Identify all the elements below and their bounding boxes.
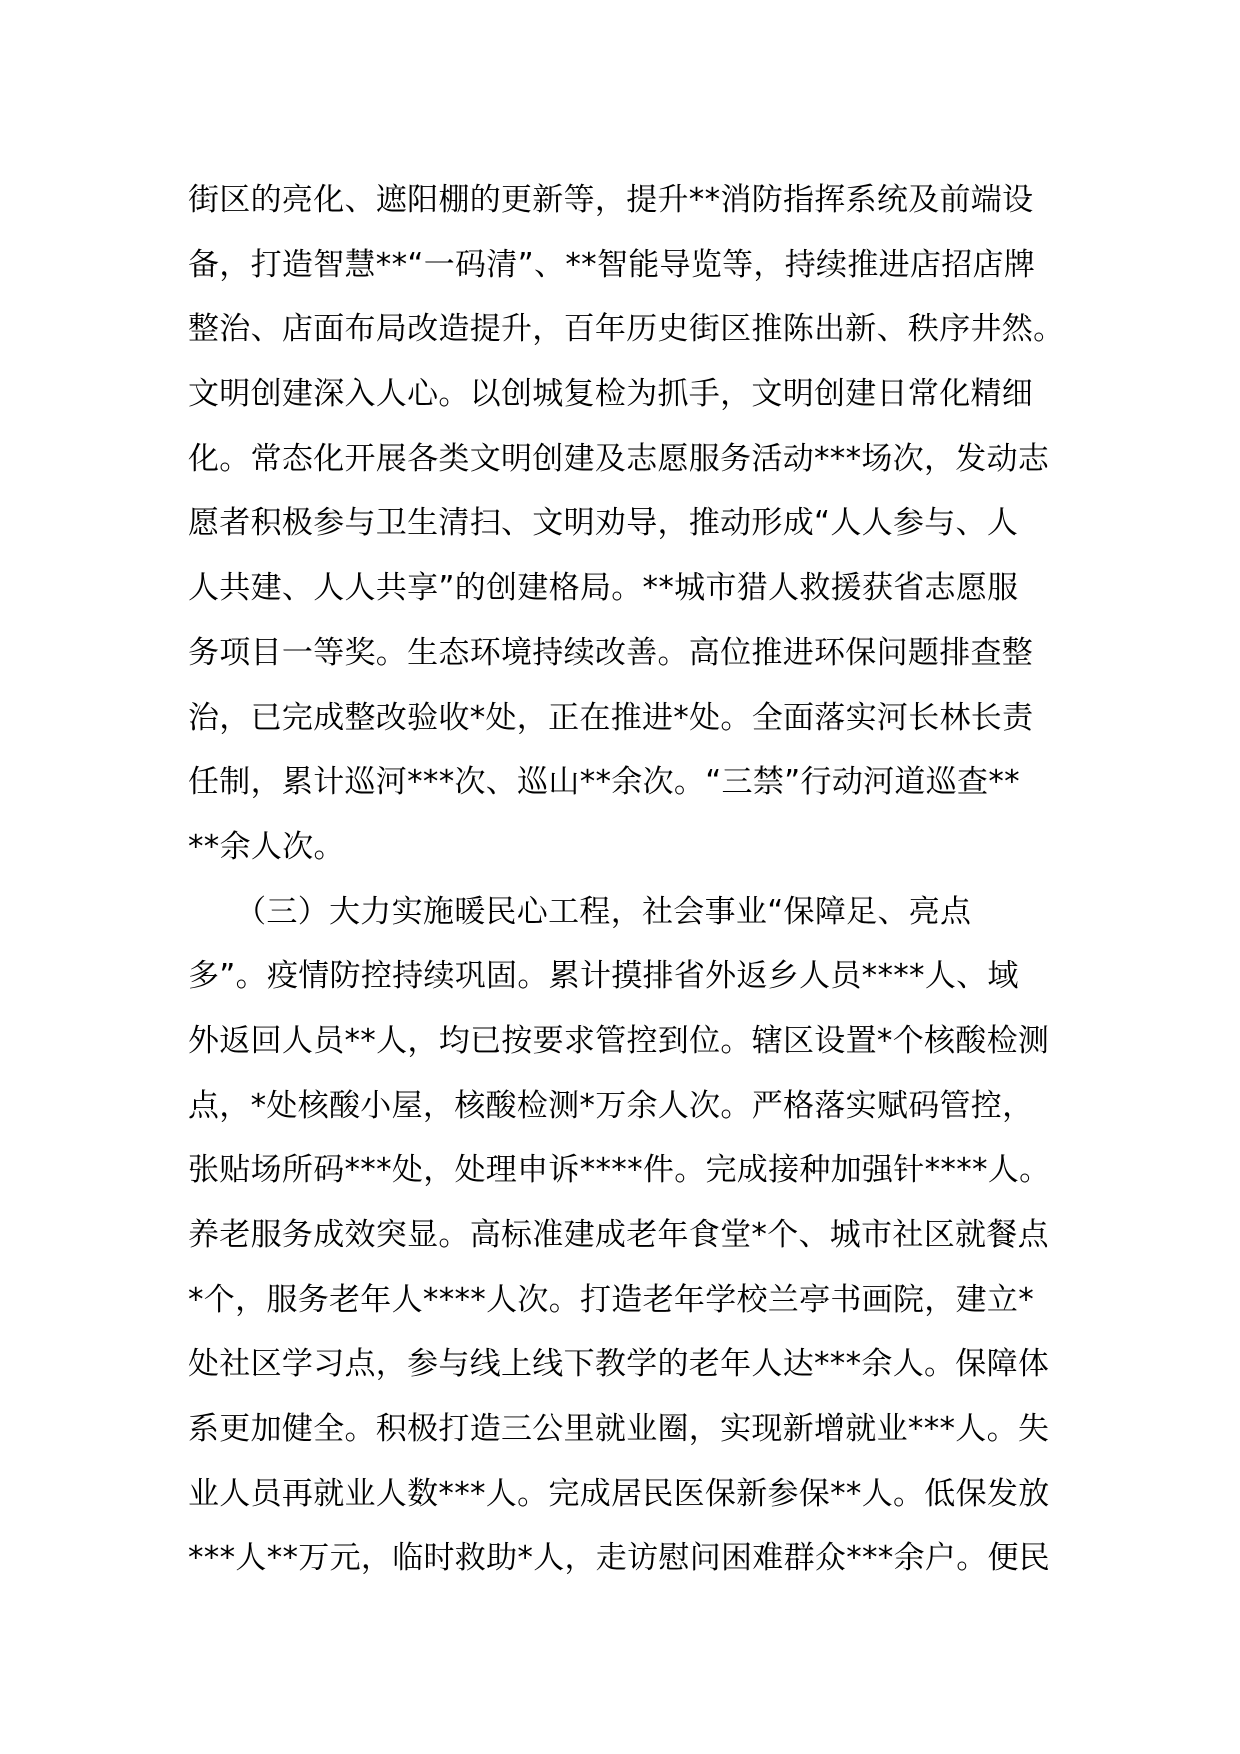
text-line: 任制，累计巡河***次、巡山**余次。“三禁”行动河道巡查** [188, 764, 1020, 801]
text-line: 务项目一等奖。生态环境持续改善。高位推进环保问题排查整 [188, 634, 1034, 671]
text-line: 处社区学习点，参与线上线下教学的老年人达***余人。保障体 [188, 1346, 1050, 1383]
text-line: 多”。疫情防控持续巩固。累计摸排省外返乡人员****人、域 [188, 958, 1019, 995]
text-line: **余人次。 [188, 828, 345, 865]
text-line: 养老服务成效突显。高标准建成老年食堂*个、城市社区就餐点 [188, 1217, 1049, 1253]
text-line: 化。常态化开展各类文明创建及志愿服务活动***场次，发动志 [188, 440, 1050, 477]
text-line: 业人员再就业人数***人。完成居民医保新参保**人。低保发放 [188, 1475, 1050, 1512]
text-line: 外返回人员**人，均已按要求管控到位。辖区设置*个核酸检测 [188, 1022, 1050, 1059]
text-line: 治，已完成整改验收*处，正在推进*处。全面落实河长林长责 [188, 699, 1034, 736]
text-line: 整治、店面布局改造提升，百年历史街区推陈出新、秩序井然。 [188, 311, 1065, 348]
body-text [188, 168, 1068, 1591]
text-line: 系更加健全。积极打造三公里就业圈，实现新增就业***人。失 [188, 1411, 1050, 1448]
text-line: *个，服务老年人****人次。打造老年学校兰亭书画院，建立* [188, 1281, 1034, 1318]
text-line: 街区的亮化、遮阳棚的更新等，提升**消防指挥系统及前端设 [188, 182, 1034, 218]
text-line: 文明创建深入人心。以创城复检为抓手，文明创建日常化精细 [188, 376, 1034, 413]
text-line: 愿者积极参与卫生清扫、文明劝导，推动形成“人人参与、人 [188, 505, 1019, 542]
text-line: ***人**万元，临时救助*人，走访慰问困难群众***余户。便民 [188, 1540, 1051, 1577]
text-line: 点，*处核酸小屋，核酸检测*万余人次。严格落实赋码管控， [188, 1087, 1034, 1124]
text-line: 备，打造智慧**“一码清”、**智能导览等，持续推进店招店牌 [188, 246, 1036, 283]
section-heading-line: （三）大力实施暖民心工程，社会事业“保障足、亮点 [188, 893, 972, 930]
text-line: 人共建、人人共享”的创建格局。**城市猎人救援获省志愿服 [188, 570, 1019, 607]
text-line: 张贴场所码***处，处理申诉****件。完成接种加强针****人。 [188, 1152, 1051, 1189]
